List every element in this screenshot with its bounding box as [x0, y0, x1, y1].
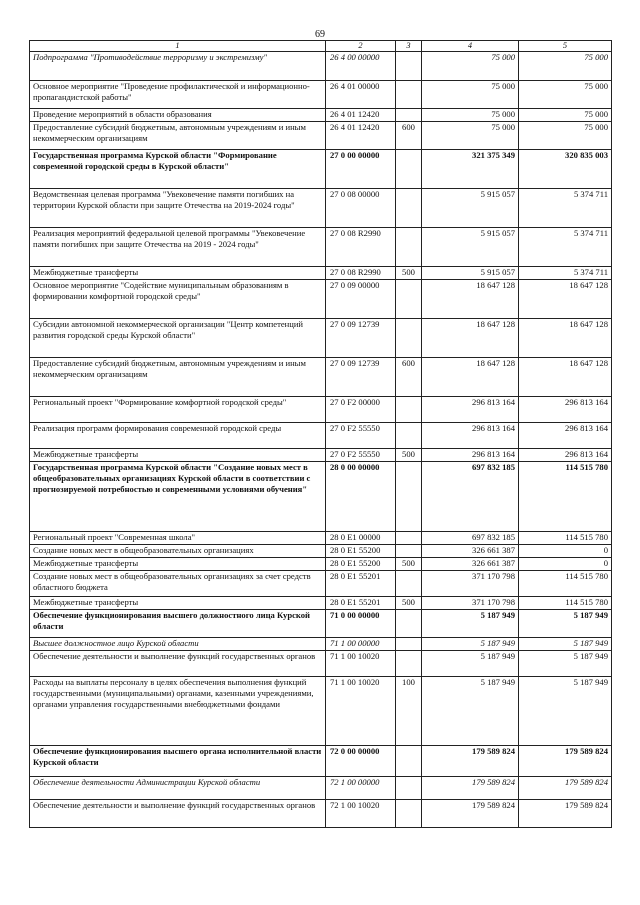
row-sum-year-2: 5 187 949 — [519, 638, 612, 651]
row-sum-year-2: 296 813 164 — [519, 397, 612, 423]
row-sum-year-1: 326 661 387 — [422, 545, 519, 558]
row-sum-year-1: 18 647 128 — [422, 358, 519, 397]
table-row — [30, 651, 612, 677]
row-code: 72 1 00 10020 — [326, 800, 396, 828]
table-row — [30, 532, 612, 545]
table-row — [30, 109, 612, 122]
table-row — [30, 358, 612, 397]
budget-table — [29, 40, 612, 828]
table-row — [30, 800, 612, 828]
row-expense-type — [396, 746, 422, 777]
row-code: 27 0 09 12739 — [326, 358, 396, 397]
row-expense-type — [396, 319, 422, 358]
row-expense-type — [396, 397, 422, 423]
row-expense-type — [396, 81, 422, 109]
row-name: Государственная программа Курской области "Формирование современной городской среды в Курской области" — [30, 150, 326, 189]
table-row — [30, 449, 612, 462]
page-number: 69 — [315, 29, 325, 40]
row-sum-year-1: 371 170 798 — [422, 597, 519, 610]
table-row — [30, 319, 612, 358]
row-expense-type: 100 — [396, 677, 422, 746]
row-expense-type — [396, 571, 422, 597]
row-sum-year-2: 114 515 780 — [519, 571, 612, 597]
row-expense-type — [396, 532, 422, 545]
row-code: 26 4 01 12420 — [326, 122, 396, 150]
row-name: Субсидии автономной некоммерческой организации "Центр компетенций развития городской среды Курской области" — [30, 319, 326, 358]
row-sum-year-2: 296 813 164 — [519, 449, 612, 462]
column-number-row — [30, 41, 612, 52]
table-row — [30, 280, 612, 319]
row-sum-year-1: 697 832 185 — [422, 462, 519, 532]
row-expense-type — [396, 545, 422, 558]
row-code: 27 0 00 00000 — [326, 150, 396, 189]
row-sum-year-2: 179 589 824 — [519, 746, 612, 777]
table-row — [30, 81, 612, 109]
row-sum-year-1: 5 187 949 — [422, 610, 519, 638]
row-code: 27 0 F2 00000 — [326, 397, 396, 423]
row-expense-type: 500 — [396, 558, 422, 571]
row-sum-year-1: 371 170 798 — [422, 571, 519, 597]
row-name: Обеспечение деятельности Администрации Курской области — [30, 777, 326, 800]
row-sum-year-2: 0 — [519, 558, 612, 571]
row-code: 26 4 01 00000 — [326, 81, 396, 109]
row-code: 28 0 E1 55201 — [326, 597, 396, 610]
table-row — [30, 597, 612, 610]
table-row — [30, 545, 612, 558]
row-sum-year-2: 18 647 128 — [519, 319, 612, 358]
column-number-4: 4 — [422, 41, 519, 52]
row-sum-year-2: 114 515 780 — [519, 462, 612, 532]
row-code: 27 0 08 R2990 — [326, 228, 396, 267]
row-expense-type — [396, 610, 422, 638]
column-number-1: 1 — [30, 41, 326, 52]
column-number-2: 2 — [326, 41, 396, 52]
row-sum-year-2: 5 187 949 — [519, 610, 612, 638]
row-sum-year-2: 296 813 164 — [519, 423, 612, 449]
row-name: Предоставление субсидий бюджетным, автономным учреждениям и иным некоммерческим организациям — [30, 358, 326, 397]
row-name: Межбюджетные трансферты — [30, 267, 326, 280]
row-expense-type — [396, 150, 422, 189]
row-sum-year-1: 5 187 949 — [422, 677, 519, 746]
column-number-5: 5 — [519, 41, 612, 52]
table-row — [30, 571, 612, 597]
row-code: 26 4 00 00000 — [326, 52, 396, 81]
row-name: Создание новых мест в общеобразовательных организациях — [30, 545, 326, 558]
row-sum-year-1: 326 661 387 — [422, 558, 519, 571]
table-row — [30, 189, 612, 228]
row-sum-year-2: 5 374 711 — [519, 228, 612, 267]
row-sum-year-1: 697 832 185 — [422, 532, 519, 545]
row-sum-year-1: 75 000 — [422, 122, 519, 150]
row-name: Проведение мероприятий в области образования — [30, 109, 326, 122]
row-code: 28 0 E1 55200 — [326, 545, 396, 558]
row-expense-type: 500 — [396, 267, 422, 280]
row-expense-type — [396, 777, 422, 800]
row-code: 26 4 01 12420 — [326, 109, 396, 122]
row-code: 71 1 00 00000 — [326, 638, 396, 651]
row-expense-type — [396, 462, 422, 532]
row-sum-year-1: 5 915 057 — [422, 189, 519, 228]
table-row — [30, 462, 612, 532]
row-code: 27 0 09 12739 — [326, 319, 396, 358]
row-name: Межбюджетные трансферты — [30, 597, 326, 610]
row-expense-type — [396, 638, 422, 651]
row-sum-year-2: 114 515 780 — [519, 597, 612, 610]
row-sum-year-2: 75 000 — [519, 81, 612, 109]
row-name: Высшее должностное лицо Курской области — [30, 638, 326, 651]
row-sum-year-1: 18 647 128 — [422, 319, 519, 358]
row-expense-type — [396, 189, 422, 228]
row-name: Региональный проект "Формирование комфортной городской среды" — [30, 397, 326, 423]
row-name: Государственная программа Курской области "Создание новых мест в общеобразовательных организациях Курской области в соответствии с прогнозируемой потребностью и современными условиями обучения" — [30, 462, 326, 532]
row-name: Обеспечение функционирования высшего органа исполнительной власти Курской области — [30, 746, 326, 777]
row-sum-year-1: 75 000 — [422, 109, 519, 122]
row-code: 28 0 E1 55200 — [326, 558, 396, 571]
row-sum-year-1: 75 000 — [422, 81, 519, 109]
table-row — [30, 122, 612, 150]
table-row — [30, 52, 612, 81]
row-name: Межбюджетные трансферты — [30, 558, 326, 571]
table-row — [30, 677, 612, 746]
row-sum-year-2: 5 374 711 — [519, 267, 612, 280]
row-code: 27 0 F2 55550 — [326, 423, 396, 449]
table-body — [30, 52, 612, 828]
row-sum-year-2: 179 589 824 — [519, 800, 612, 828]
row-name: Предоставление субсидий бюджетным, автономным учреждениям и иным некоммерческим организациям — [30, 122, 326, 150]
row-name: Подпрограмма "Противодействие терроризму и экстремизму" — [30, 52, 326, 81]
row-expense-type — [396, 228, 422, 267]
row-sum-year-1: 75 000 — [422, 52, 519, 81]
row-expense-type: 600 — [396, 358, 422, 397]
row-code: 27 0 09 00000 — [326, 280, 396, 319]
row-code: 72 0 00 00000 — [326, 746, 396, 777]
row-expense-type — [396, 109, 422, 122]
row-sum-year-1: 5 187 949 — [422, 651, 519, 677]
row-expense-type: 500 — [396, 449, 422, 462]
row-code: 71 1 00 10020 — [326, 677, 396, 746]
table-row — [30, 777, 612, 800]
row-name: Расходы на выплаты персоналу в целях обеспечения выполнения функций государственными (муниципальными) органами, казенными учреждениями, органами управления государственными внебюджетными фондами — [30, 677, 326, 746]
column-number-3: 3 — [396, 41, 422, 52]
row-code: 28 0 00 00000 — [326, 462, 396, 532]
row-name: Обеспечение деятельности и выполнение функций государственных органов — [30, 800, 326, 828]
row-code: 27 0 08 00000 — [326, 189, 396, 228]
row-expense-type — [396, 800, 422, 828]
row-sum-year-1: 296 813 164 — [422, 397, 519, 423]
row-sum-year-1: 5 915 057 — [422, 267, 519, 280]
row-code: 27 0 08 R2990 — [326, 267, 396, 280]
row-sum-year-2: 320 835 003 — [519, 150, 612, 189]
table-row — [30, 397, 612, 423]
row-sum-year-2: 5 374 711 — [519, 189, 612, 228]
row-name: Основное мероприятие "Содействие муниципальным образованиям в формировании комфортной городской среды" — [30, 280, 326, 319]
row-sum-year-2: 18 647 128 — [519, 280, 612, 319]
table-row — [30, 228, 612, 267]
row-code: 28 0 E1 55201 — [326, 571, 396, 597]
row-code: 71 0 00 00000 — [326, 610, 396, 638]
row-code: 72 1 00 00000 — [326, 777, 396, 800]
row-sum-year-1: 179 589 824 — [422, 746, 519, 777]
row-sum-year-2: 75 000 — [519, 52, 612, 81]
row-sum-year-1: 5 187 949 — [422, 638, 519, 651]
row-name: Реализация мероприятий федеральной целевой программы "Увековечение памяти погибших при защите Отечества на 2019 - 2024 годы" — [30, 228, 326, 267]
row-name: Реализация программ формирования современной городской среды — [30, 423, 326, 449]
row-sum-year-2: 5 187 949 — [519, 677, 612, 746]
row-expense-type: 500 — [396, 597, 422, 610]
row-name: Межбюджетные трансферты — [30, 449, 326, 462]
row-sum-year-2: 114 515 780 — [519, 532, 612, 545]
row-expense-type: 600 — [396, 122, 422, 150]
row-sum-year-2: 75 000 — [519, 109, 612, 122]
row-sum-year-1: 179 589 824 — [422, 800, 519, 828]
row-name: Основное мероприятие "Проведение профилактической и информационно-пропагандистской работы" — [30, 81, 326, 109]
row-sum-year-1: 18 647 128 — [422, 280, 519, 319]
row-expense-type — [396, 52, 422, 81]
row-expense-type — [396, 423, 422, 449]
table-row — [30, 150, 612, 189]
row-code: 71 1 00 10020 — [326, 651, 396, 677]
row-code: 28 0 E1 00000 — [326, 532, 396, 545]
row-sum-year-1: 179 589 824 — [422, 777, 519, 800]
table-row — [30, 638, 612, 651]
row-sum-year-2: 18 647 128 — [519, 358, 612, 397]
table-row — [30, 267, 612, 280]
row-sum-year-2: 75 000 — [519, 122, 612, 150]
table-row — [30, 558, 612, 571]
row-name: Обеспечение деятельности и выполнение функций государственных органов — [30, 651, 326, 677]
row-name: Ведомственная целевая программа "Увековечение памяти погибших на территории Курской области при защите Отечества на 2019-2024 годы" — [30, 189, 326, 228]
row-sum-year-1: 296 813 164 — [422, 423, 519, 449]
row-sum-year-1: 5 915 057 — [422, 228, 519, 267]
table-row — [30, 746, 612, 777]
row-sum-year-1: 296 813 164 — [422, 449, 519, 462]
row-sum-year-2: 0 — [519, 545, 612, 558]
row-expense-type — [396, 280, 422, 319]
table-row — [30, 610, 612, 638]
row-sum-year-2: 179 589 824 — [519, 777, 612, 800]
row-code: 27 0 F2 55550 — [326, 449, 396, 462]
row-sum-year-1: 321 375 349 — [422, 150, 519, 189]
row-name: Обеспечение функционирования высшего должностного лица Курской области — [30, 610, 326, 638]
table-row — [30, 423, 612, 449]
row-name: Региональный проект "Современная школа" — [30, 532, 326, 545]
row-expense-type — [396, 651, 422, 677]
row-name: Создание новых мест в общеобразовательных организациях за счет средств областного бюджета — [30, 571, 326, 597]
row-sum-year-2: 5 187 949 — [519, 651, 612, 677]
